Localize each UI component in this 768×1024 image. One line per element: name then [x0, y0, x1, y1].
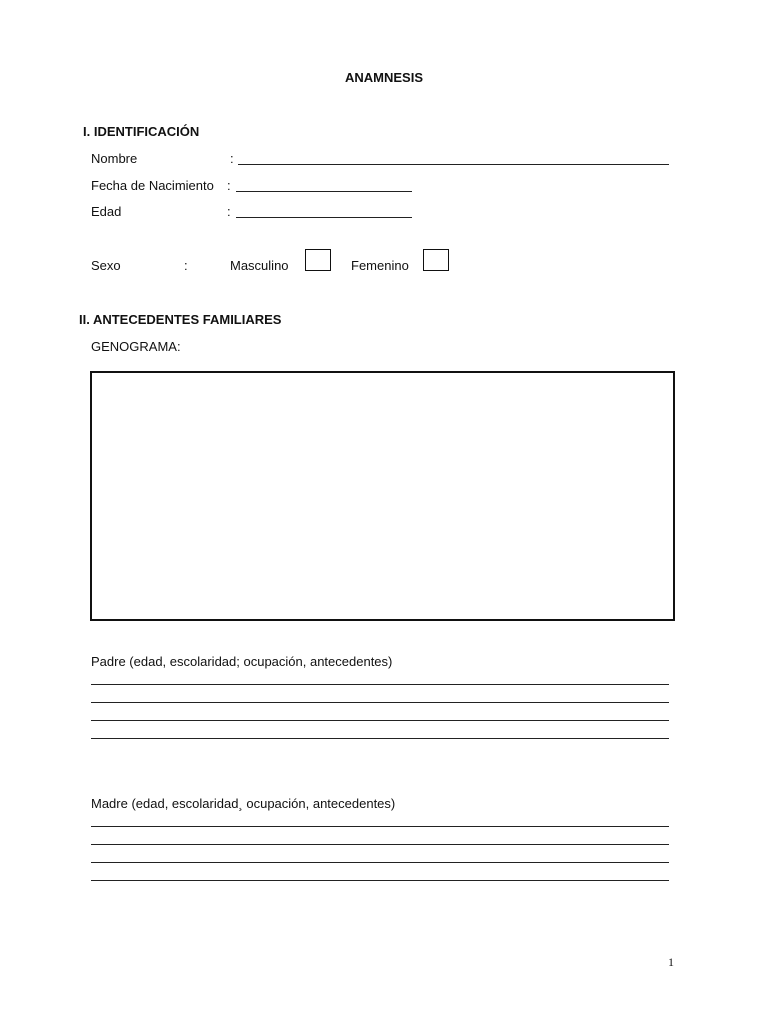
- name-colon: :: [230, 151, 234, 166]
- mother-line-2[interactable]: [91, 844, 669, 845]
- age-field-line[interactable]: [236, 217, 412, 218]
- document-title: ANAMNESIS: [344, 70, 423, 85]
- sex-colon: :: [184, 258, 188, 273]
- mother-line-3[interactable]: [91, 862, 669, 863]
- name-field-line[interactable]: [238, 164, 669, 165]
- female-checkbox[interactable]: [423, 249, 449, 271]
- name-label: Nombre: [91, 151, 138, 166]
- father-line-4[interactable]: [91, 738, 669, 739]
- genogram-box[interactable]: [90, 371, 675, 621]
- birthdate-colon: :: [227, 178, 231, 193]
- mother-line-4[interactable]: [91, 880, 669, 881]
- mother-label: Madre (edad, escolaridad¸ ocupación, antecedentes): [91, 796, 396, 811]
- age-colon: :: [227, 204, 231, 219]
- male-checkbox[interactable]: [305, 249, 331, 271]
- male-label: Masculino: [230, 258, 289, 273]
- birthdate-label: Fecha de Nacimiento: [91, 178, 214, 193]
- mother-line-1[interactable]: [91, 826, 669, 827]
- birthdate-field-line[interactable]: [236, 191, 412, 192]
- female-label: Femenino: [351, 258, 409, 273]
- age-label: Edad: [91, 204, 122, 219]
- father-line-3[interactable]: [91, 720, 669, 721]
- section-heading-family-history: II. ANTECEDENTES FAMILIARES: [79, 312, 282, 327]
- father-label: Padre (edad, escolaridad; ocupación, antecedentes): [91, 654, 393, 669]
- sex-label: Sexo: [91, 258, 121, 273]
- genogram-label: GENOGRAMA:: [91, 339, 181, 354]
- page-number: 1: [668, 955, 674, 969]
- section-heading-identification: I. IDENTIFICACIÓN: [83, 124, 200, 139]
- father-line-1[interactable]: [91, 684, 669, 685]
- father-line-2[interactable]: [91, 702, 669, 703]
